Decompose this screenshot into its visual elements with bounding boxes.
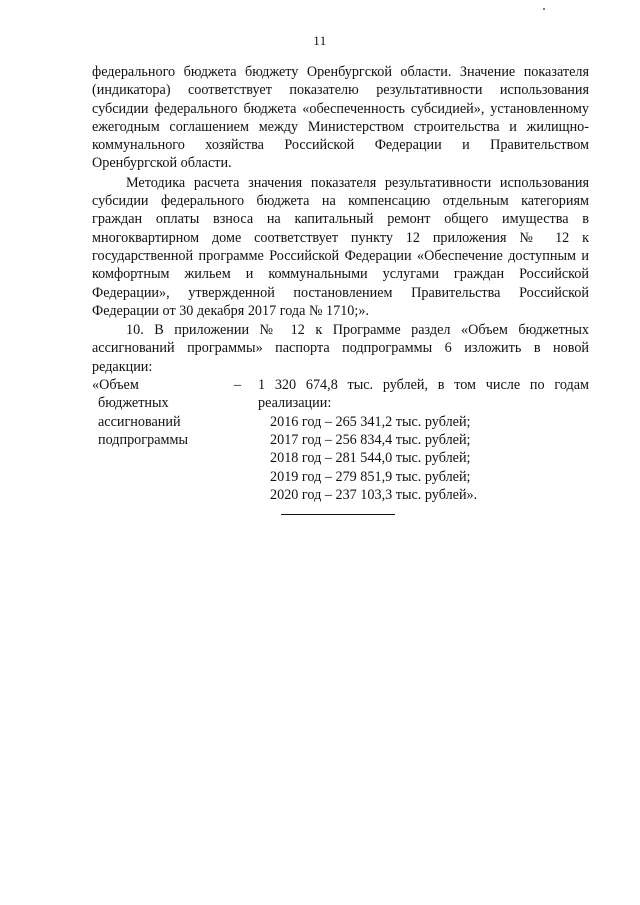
document-body (92, 63, 589, 502)
passport-values (258, 376, 589, 504)
passport-year-line: 2017 год – 256 834,4 тыс. рублей; (270, 431, 471, 448)
passport-year-line: 2018 год – 281 544,0 тыс. рублей; (270, 450, 471, 467)
passport-label-line: ассигнований (98, 413, 181, 430)
passport-year-line: 2016 год – 265 341,2 тыс. рублей; (270, 413, 471, 430)
passport-year-line: 2019 год – 279 851,9 тыс. рублей; (270, 468, 471, 485)
page-number: 11 (313, 33, 327, 48)
paragraph-continuation: федерального бюджета бюджету Оренбургской области. Значение показателя (индикатора) соответствует показателю результативности использования субсидии федерального бюджета «обеспеченность субсидией», установленному ежегодным соглашением между Министерством строительства и жилищно-коммунального хозяйства Российской Федерации и Правительством Оренбургской области. (92, 64, 589, 172)
passport-label-line: бюджетных (98, 395, 169, 412)
closing-divider (281, 514, 395, 515)
passport-total-continuation: реализации: (258, 395, 332, 412)
scan-artifact (543, 8, 545, 10)
passport-section-table (92, 376, 589, 502)
paragraph-amendment-10: 10. В приложении № 12 к Программе раздел «Объем бюджетных ассигнований программы» паспорта подпрограммы 6 изложить в новой редакции: (92, 322, 589, 375)
passport-year-line: 2020 год – 237 103,3 тыс. рублей». (270, 486, 478, 503)
passport-label-line: подпрограммы (98, 431, 188, 448)
passport-dash: – (234, 377, 242, 394)
passport-label-line: «Объем (92, 377, 139, 394)
passport-label (92, 376, 220, 449)
paragraph-methodology: Методика расчета значения показателя результативности использования субсидии федерального бюджета на компенсацию отдельным категориям граждан оплаты взноса на капитальный ремонт общего имущества в многоквартирном доме соответствует пункту 12 приложения № 12 к государственной программе Российской Федерации «Обеспечение доступным и комфортным жильем и коммунальными услугами граждан Российской Федерации», утвержденной постановлением Правительства Российской Федерации от 30 декабря 2017 года № 1710;». (92, 174, 589, 319)
passport-total: 1 320 674,8 тыс. рублей, в том числе по годам (258, 377, 589, 394)
